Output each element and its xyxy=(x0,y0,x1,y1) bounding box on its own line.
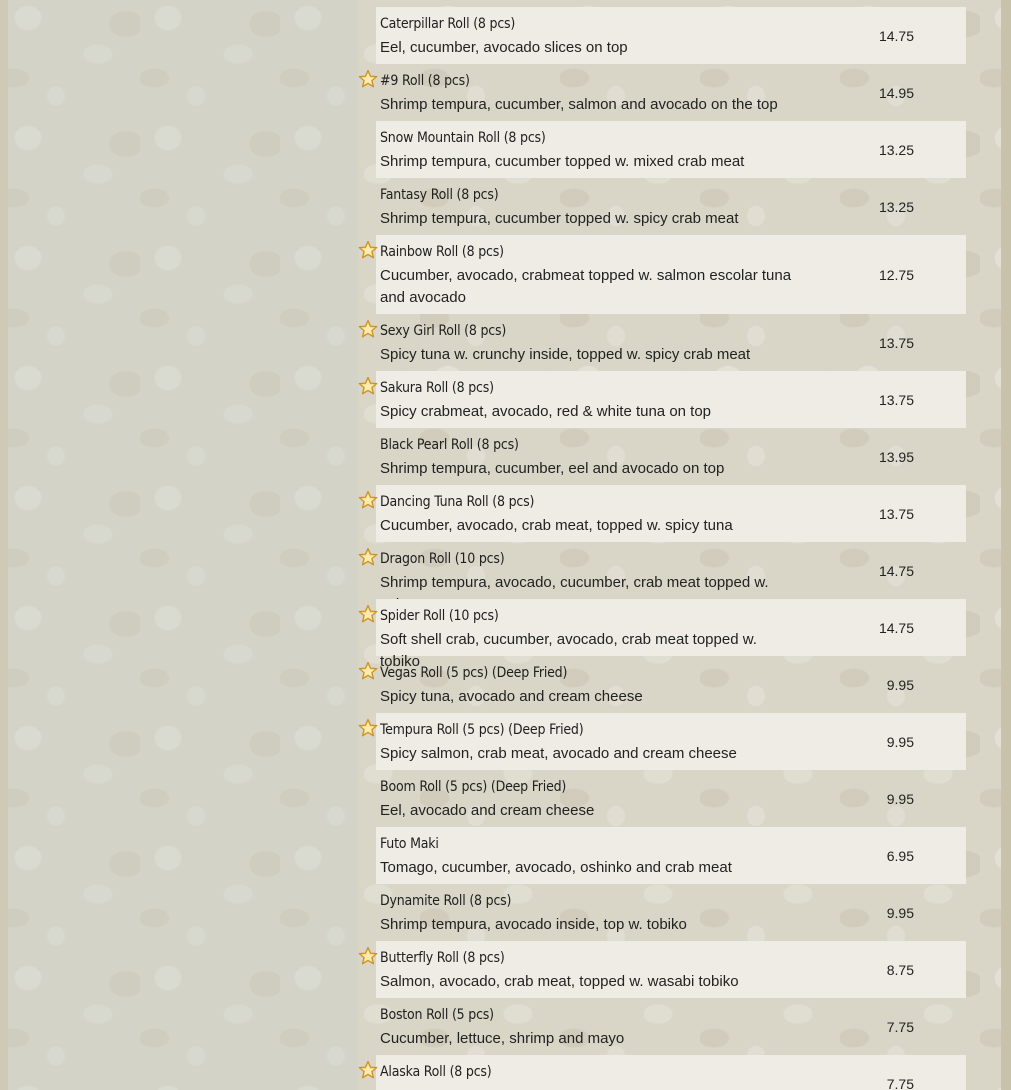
menu-item-description: Salmon, avocado, crab meat, topped w. wasabi tobiko xyxy=(380,973,739,990)
menu-item-price: 8.75 xyxy=(886,961,914,978)
star-icon xyxy=(358,1060,378,1080)
menu-item-name: Dynamite Roll (8 pcs) xyxy=(380,893,512,909)
menu-item-row xyxy=(356,371,966,428)
sushi-roll-menu xyxy=(356,0,966,1090)
menu-item-text xyxy=(380,314,824,371)
menu-item-description: Cucumber, avocado, crabmeat topped w. salmon escolar tuna and avocado xyxy=(380,267,792,306)
menu-item-price: 9.95 xyxy=(886,733,914,750)
menu-item-price: 7.75 xyxy=(886,1075,914,1090)
menu-item-price: 9.95 xyxy=(886,790,914,807)
menu-item-text xyxy=(380,1055,824,1090)
menu-item-name: Sakura Roll (8 pcs) xyxy=(380,380,494,396)
menu-item-row xyxy=(356,178,966,235)
menu-item-description: Shrimp tempura, cucumber, eel and avocado on top xyxy=(380,460,725,477)
menu-item-cell xyxy=(376,542,966,599)
star-column xyxy=(356,0,376,7)
menu-item-row xyxy=(356,121,966,178)
menu-item-cell xyxy=(376,0,966,7)
menu-item-row xyxy=(356,998,966,1055)
menu-item-row xyxy=(356,314,966,371)
menu-item-price: 13.75 xyxy=(878,391,914,408)
menu-item-description: Shrimp tempura, cucumber topped w. mixed crab meat xyxy=(380,153,745,170)
menu-item-row xyxy=(356,827,966,884)
menu-item-price: 13.95 xyxy=(878,448,914,465)
menu-item-price: 14.95 xyxy=(878,84,914,101)
menu-item-row xyxy=(356,599,966,670)
menu-item-description: Spicy tuna w. crunchy inside, topped w. spicy crab meat xyxy=(380,346,751,363)
menu-item-row xyxy=(356,713,966,770)
menu-item-price: 9.95 xyxy=(886,904,914,921)
menu-item-row xyxy=(356,542,966,599)
star-column xyxy=(356,941,376,998)
star-icon xyxy=(358,661,378,681)
star-column xyxy=(356,884,376,941)
menu-item-cell xyxy=(376,770,966,827)
menu-item-text xyxy=(380,121,824,178)
star-icon xyxy=(358,718,378,738)
star-icon xyxy=(358,376,378,396)
star-column xyxy=(356,1055,376,1090)
menu-item-price: 9.95 xyxy=(886,676,914,693)
menu-item-cell xyxy=(376,998,966,1055)
menu-item-name: Alaska Roll (8 pcs) xyxy=(380,1064,492,1080)
menu-item-row xyxy=(356,941,966,998)
star-column xyxy=(356,998,376,1055)
menu-item-cell xyxy=(376,178,966,235)
menu-item-name: Spider Roll (10 pcs) xyxy=(380,608,499,624)
menu-item-text xyxy=(380,656,824,713)
menu-item-row xyxy=(356,884,966,941)
menu-item-price: 6.95 xyxy=(886,847,914,864)
menu-item-description: Shrimp tempura, cucumber topped w. spicy crab meat xyxy=(380,210,739,227)
menu-item-name: Boom Roll (5 pcs) (Deep Fried) xyxy=(380,779,567,795)
menu-item-description: Eel, cucumber, avocado slices on top xyxy=(380,39,628,56)
menu-item-text xyxy=(380,998,824,1055)
menu-item-name: Snow Mountain Roll (8 pcs) xyxy=(380,130,546,146)
page-border-right xyxy=(1001,0,1011,1090)
star-column xyxy=(356,235,376,314)
menu-item-cell xyxy=(376,941,966,998)
star-icon xyxy=(358,319,378,339)
star-icon xyxy=(358,490,378,510)
menu-item-description: Shrimp tempura, avocado inside, top w. tobiko xyxy=(380,916,687,933)
star-icon xyxy=(358,547,378,567)
star-icon xyxy=(358,69,378,89)
menu-item-price xyxy=(824,0,966,7)
menu-item-cell xyxy=(376,827,966,884)
menu-item-row xyxy=(356,235,966,314)
menu-item-name: Rainbow Roll (8 pcs) xyxy=(380,244,504,260)
menu-item-name: Tempura Roll (5 pcs) (Deep Fried) xyxy=(380,722,584,738)
star-column xyxy=(356,827,376,884)
menu-item-price: 14.75 xyxy=(878,562,914,579)
menu-item-name: Butterfly Roll (8 pcs) xyxy=(380,950,505,966)
menu-item-cell xyxy=(376,713,966,770)
star-icon xyxy=(358,946,378,966)
menu-item-name: #9 Roll (8 pcs) xyxy=(380,73,470,89)
menu-item-text xyxy=(380,235,824,314)
menu-item-row xyxy=(356,656,966,713)
menu-item-name: Dragon Roll (10 pcs) xyxy=(380,551,505,567)
menu-item-description: Eel, avocado and cream cheese xyxy=(380,802,595,819)
menu-item-cell xyxy=(376,428,966,485)
menu-item-cell xyxy=(376,371,966,428)
menu-item-cell xyxy=(376,656,966,713)
menu-item-row xyxy=(356,7,966,64)
menu-item-name: Sexy Girl Roll (8 pcs) xyxy=(380,323,507,339)
menu-item-price: 13.25 xyxy=(878,141,914,158)
menu-item-cell xyxy=(376,599,966,670)
menu-item-name: Black Pearl Roll (8 pcs) xyxy=(380,437,519,453)
star-column xyxy=(356,121,376,178)
menu-item-text xyxy=(380,0,824,7)
menu-item-cell xyxy=(376,884,966,941)
menu-item-text xyxy=(380,713,824,770)
menu-item-cell xyxy=(376,121,966,178)
menu-item-name: Fantasy Roll (8 pcs) xyxy=(380,187,499,203)
star-column xyxy=(356,428,376,485)
menu-item-cell xyxy=(376,64,966,121)
menu-item-price: 14.75 xyxy=(878,619,914,636)
menu-item-row xyxy=(356,64,966,121)
menu-item-description: Spicy tuna, avocado and cream cheese xyxy=(380,688,643,705)
menu-item-name: Dancing Tuna Roll (8 pcs) xyxy=(380,494,535,510)
menu-item-text xyxy=(380,884,824,941)
menu-item-name: Vegas Roll (5 pcs) (Deep Fried) xyxy=(380,665,568,681)
star-column xyxy=(356,485,376,542)
menu-item-cell xyxy=(376,1055,966,1090)
star-column xyxy=(356,371,376,428)
star-column xyxy=(356,178,376,235)
menu-item-cell xyxy=(376,7,966,64)
star-column xyxy=(356,770,376,827)
star-icon xyxy=(358,240,378,260)
menu-item-text xyxy=(380,827,824,884)
star-column xyxy=(356,314,376,371)
star-icon xyxy=(358,604,378,624)
menu-item-price: 14.75 xyxy=(878,27,914,44)
menu-item-text xyxy=(380,178,824,235)
menu-item-description: Cucumber, lettuce, shrimp and mayo xyxy=(380,1030,625,1047)
star-column xyxy=(356,656,376,713)
menu-item-text xyxy=(380,770,824,827)
menu-item-text xyxy=(380,599,824,670)
menu-item-cell xyxy=(376,235,966,314)
menu-item-price: 12.75 xyxy=(878,266,914,283)
menu-item-row xyxy=(356,770,966,827)
menu-item-cell xyxy=(376,314,966,371)
menu-item-row xyxy=(356,0,966,7)
menu-item-description: Shrimp tempura, avocado, cucumber, crab meat topped w. xyxy=(380,574,769,591)
menu-item-name: Boston Roll (5 pcs) xyxy=(380,1007,494,1023)
menu-item-text xyxy=(380,64,824,121)
menu-item-price: 13.75 xyxy=(878,334,914,351)
menu-item-cell xyxy=(376,485,966,542)
menu-item-text xyxy=(380,941,824,998)
menu-item-row xyxy=(356,1055,966,1090)
menu-item-row xyxy=(356,428,966,485)
menu-item-description: Cucumber, avocado, crab meat, topped w. spicy tuna xyxy=(380,517,733,534)
menu-item-price: 7.75 xyxy=(886,1018,914,1035)
menu-item-name: Caterpillar Roll (8 pcs) xyxy=(380,16,516,32)
menu-item-text xyxy=(380,428,824,485)
menu-item-description: Spicy salmon, crab meat, avocado and cream cheese xyxy=(380,745,737,762)
menu-item-price: 13.25 xyxy=(878,198,914,215)
menu-item-text xyxy=(380,542,824,599)
menu-item-price: 13.75 xyxy=(878,505,914,522)
menu-item-description: Soft shell crab, cucumber, avocado, crab meat topped w. tobiko xyxy=(380,631,757,670)
menu-item-description: Spicy crabmeat, avocado, red & white tuna on top xyxy=(380,403,712,420)
menu-item-text xyxy=(380,7,824,64)
star-column xyxy=(356,599,376,656)
page-border-left xyxy=(0,0,8,1090)
star-column xyxy=(356,64,376,121)
star-column xyxy=(356,542,376,599)
menu-item-description: Tomago, cucumber, avocado, oshinko and crab meat xyxy=(380,859,732,876)
menu-item-description: Shrimp tempura, cucumber, salmon and avocado on the top xyxy=(380,96,778,113)
menu-item-row xyxy=(356,485,966,542)
menu-item-text xyxy=(380,485,824,542)
star-column xyxy=(356,713,376,770)
menu-item-name: Futo Maki xyxy=(380,836,439,852)
left-sidebar-background xyxy=(8,0,358,1090)
star-column xyxy=(356,7,376,64)
menu-item-text xyxy=(380,371,824,428)
